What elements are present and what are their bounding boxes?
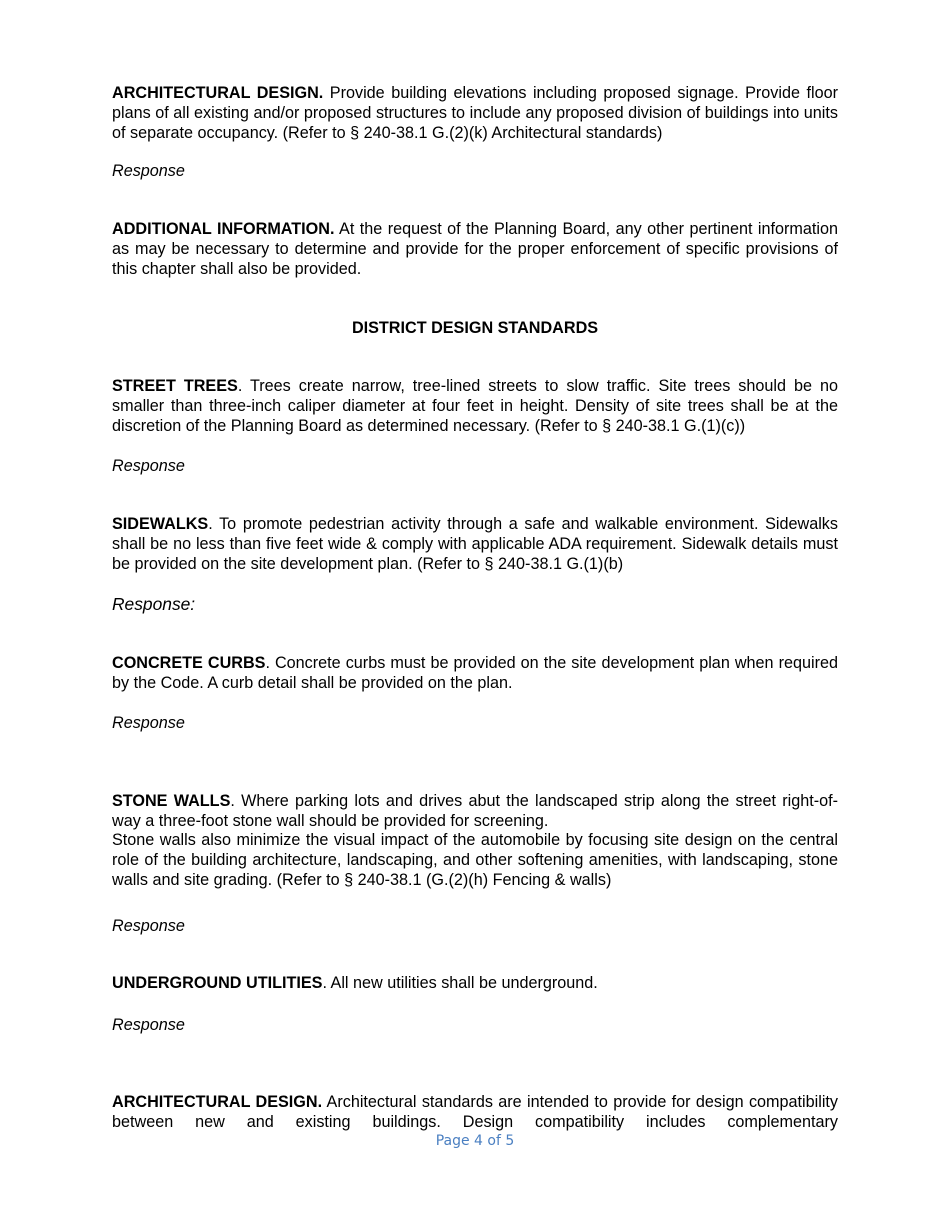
section-underground-utilities: [112, 974, 838, 994]
response-label: Response: [112, 714, 185, 732]
section-stone-walls: [112, 792, 838, 832]
section-street-trees: [112, 377, 838, 436]
page-number-footer: Page 4 of 5: [435, 1133, 515, 1149]
section-architectural-design: [112, 84, 838, 143]
section-title: CONCRETE CURBS: [112, 654, 266, 672]
section-concrete-curbs: [112, 654, 838, 694]
section-body: . Trees create narrow, tree-lined streets to slow traffic. Site trees should be no smaller than three-inch caliper diameter at four feet in height. Density of site trees shall be at the discretion of the Planning Board as determined necessary. (Refer to § 240-38.1 G.(1)(c)): [112, 377, 838, 435]
section-stone-walls-continued: Stone walls also minimize the visual impact of the automobile by focusing site design on the central role of the building architecture, landscaping, and other softening amenities, with landscaping, stone walls and site grading. (Refer to § 240-38.1 (G.(2)(h) Fencing & walls): [112, 831, 838, 889]
section-sidewalks: [112, 515, 838, 574]
section-body: Architectural standards are intended to provide for design compatibility between new and existing buildings. Design compatibility includes complementary: [112, 1093, 839, 1131]
section-body: . Concrete curbs must be provided on the site development plan when required by the Code. A curb detail shall be provided on the plan.: [112, 654, 838, 692]
section-body: . Where parking lots and drives abut the landscaped strip along the street right-of-way a three-foot stone wall should be provided for screening.: [112, 792, 838, 830]
section-title: STREET TREES: [112, 377, 238, 395]
section-title: ARCHITECTURAL DESIGN.: [112, 84, 324, 102]
section-title: UNDERGROUND UTILITIES: [112, 974, 323, 992]
section-additional-information: [112, 220, 838, 279]
section-architectural-design-2: [112, 1093, 838, 1133]
response-label: Response: [112, 917, 185, 935]
section-body: . All new utilities shall be underground.: [322, 974, 598, 992]
section-title: SIDEWALKS: [112, 515, 209, 533]
section-body: At the request of the Planning Board, any other pertinent information as may be necessary to determine and provide for the proper enforcement of specific provisions of this chapter shall also be provided.: [112, 220, 839, 278]
response-label: Response: [112, 162, 185, 180]
section-title: ADDITIONAL INFORMATION.: [112, 220, 335, 238]
section-title: STONE WALLS: [112, 792, 231, 810]
response-label: Response: [112, 457, 185, 475]
section-title: ARCHITECTURAL DESIGN.: [112, 1093, 323, 1111]
response-label: Response:: [112, 594, 196, 614]
section-body: . To promote pedestrian activity through a safe and walkable environment. Sidewalks shall be no less than five feet wide & comply with applicable ADA requirement. Sidewalk details must be provided on the site development plan. (Refer to § 240-38.1 G.(1)(b): [112, 515, 838, 573]
district-design-standards-heading: DISTRICT DESIGN STANDARDS: [351, 319, 599, 337]
section-body: Provide building elevations including proposed signage. Provide floor plans of all existing and/or proposed structures to include any proposed division of buildings into units of separate occupancy. (Refer to § 240-38.1 G.(2)(k) Architectural standards): [112, 84, 838, 142]
response-label: Response: [112, 1016, 185, 1034]
